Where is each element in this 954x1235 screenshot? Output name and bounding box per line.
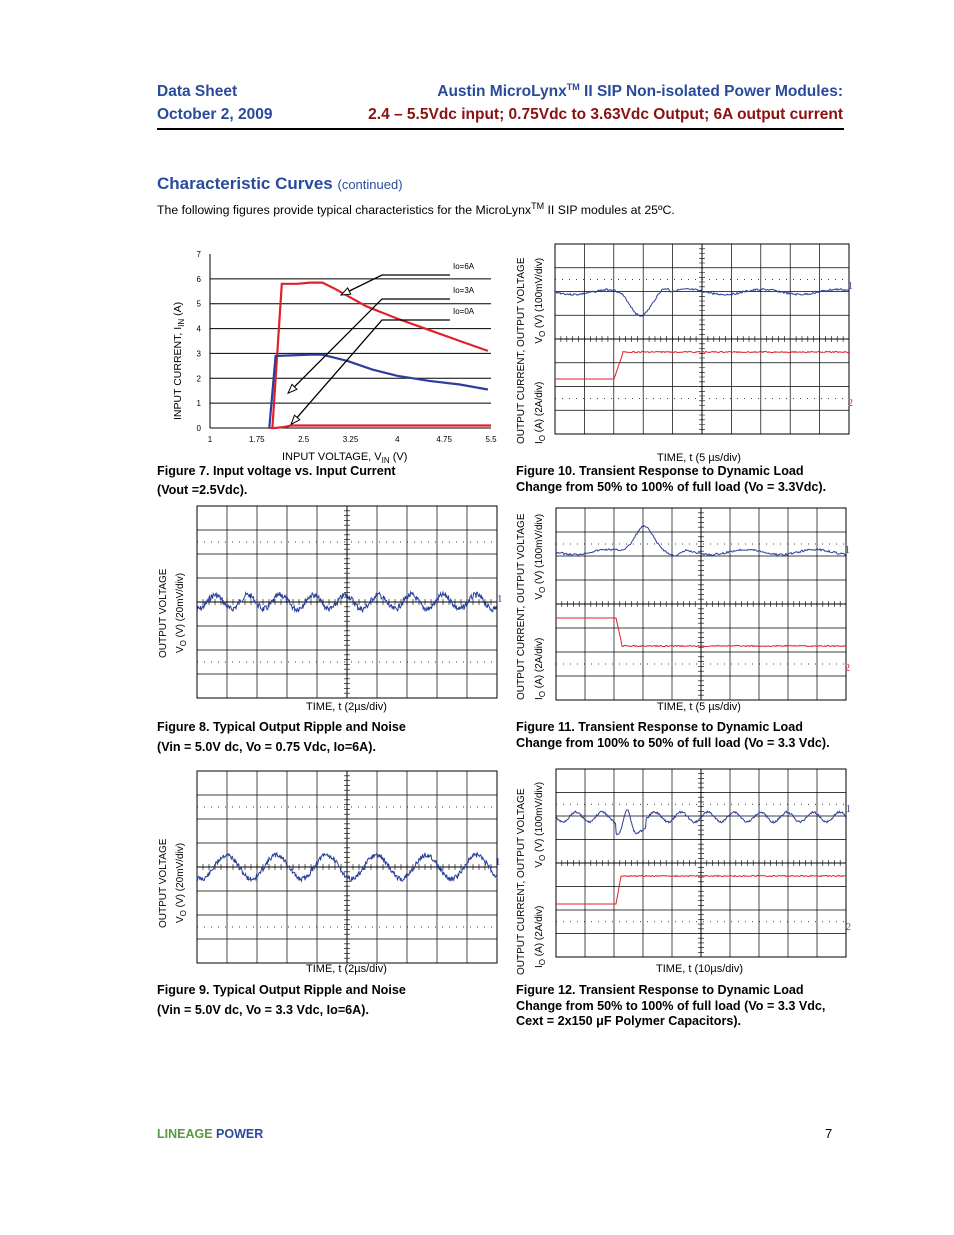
fig8-ylabel-2-sub: O [179,640,188,647]
fig8-marker: 1 [497,593,503,605]
fig12-ylabel-b1-sub: O [538,958,547,966]
fig11-xlabel: TIME, t (5 µs/div) [657,701,741,713]
fig12-marker-1: 1 [846,804,851,815]
fig10-ylabel-b-mid: (A) (2A/div) [534,381,545,435]
fig7-arrow-head [341,288,351,295]
fig10-ylabel-b [534,258,545,444]
fig8-ylabel-1: OUTPUT VOLTAGE [158,568,169,658]
fig7-ytick-label: 0 [196,424,201,433]
fig9-caption-2: (Vin = 5.0V dc, Vo = 3.3 Vdc, Io=6A). [157,1003,369,1017]
fig8-ylabel-2 [175,573,186,653]
fig9-ylabel-2-v: V [175,916,186,923]
doc-title-tm: TM [566,81,580,92]
fig7-ytick-label: 1 [196,399,201,409]
fig7-chart [150,245,500,450]
fig7-ytick-label: 4 [196,324,201,334]
doc-title-main: Austin MicroLynx [437,83,567,100]
header-rule [157,128,844,130]
fig10-caption-1: Figure 10. Transient Response to Dynamic Load [516,464,804,478]
fig7-xtick-label: 1 [207,435,213,444]
fig7-series-io-3a [269,355,488,428]
intro-tm: TM [531,200,545,211]
fig12-ylabel-b [534,782,545,968]
fig10-ylabel-a: OUTPUT CURRENT, OUTPUT VOLTAGE [516,257,527,444]
fig12-ylabel-b2-sub: O [538,854,547,861]
fig11-scope [556,508,846,700]
fig12-caption-3: Cext = 2x150 μF Polymer Capacitors). [516,1014,742,1028]
fig12-ylabel-b1: I [534,965,545,968]
fig8-xlabel: TIME, t (2µs/div) [306,701,387,713]
fig12-scope [556,769,846,957]
fig11-ylabel-b2: V [534,592,545,600]
fig10-scope [555,244,849,434]
footer-brand-lineage: LINEAGE [157,1127,213,1141]
doc-date: October 2, 2009 [157,106,273,123]
fig7-xtick-label: 3.25 [342,435,359,444]
doc-title [437,83,843,101]
fig11-ylabel-b [534,514,545,700]
section-continued: (continued) [337,177,403,192]
fig9-marker: 1 [495,856,501,868]
fig9-ylabel-2 [175,843,186,923]
intro-text: The following figures provide typical characteristics for the MicroLynx [157,203,532,217]
fig11-caption-1: Figure 11. Transient Response to Dynamic Load [516,720,803,734]
fig11-ylabel-b1: I [534,697,545,700]
fig12-caption-1: Figure 12. Transient Response to Dynamic Load [516,983,804,997]
page-number: 7 [825,1126,833,1141]
intro-text-rest: II SIP modules at 25ºC. [544,203,675,217]
doc-type: Data Sheet [157,83,238,100]
footer-brand [157,1127,263,1141]
fig11-ylabel-a: OUTPUT CURRENT, OUTPUT VOLTAGE [516,513,527,700]
fig8-ylabel-2-unit: (V) (20mV/div) [175,572,186,641]
fig7-ytick-label: 7 [196,250,201,259]
doc-subtitle: 2.4 – 5.5Vdc input; 0.75Vdc to 3.63Vdc Output; 6A output current [368,106,843,123]
fig11-marker-2: 2 [845,663,850,674]
fig7-xtick-label: 1.75 [249,435,265,444]
fig7-legend-label: Io=3A [453,286,475,295]
fig12-ylabel-b-mid: (A) (2A/div) [534,905,545,959]
fig10-ylabel-b2: V [534,336,545,344]
fig9-ylabel-1: OUTPUT VOLTAGE [158,838,169,928]
fig7-xtick-label: 2.5 [298,435,310,444]
fig7-xlabel-sub: IN [381,456,390,466]
fig9-xlabel: TIME, t (2µs/div) [306,963,387,975]
fig11-ylabel-b-post: (V) (100mV/div) [534,513,545,587]
fig9-ylabel-2-sub: O [179,910,188,917]
footer-brand-power: POWER [212,1127,264,1141]
fig12-ylabel-b2: V [534,860,545,868]
fig7-legend-arrow [291,320,450,424]
fig7-caption-1: Figure 7. Input voltage vs. Input Current [157,464,396,478]
fig11-ylabel-b1-sub: O [538,690,547,698]
fig7-legend-arrow [288,299,450,393]
fig9-caption-1: Figure 9. Typical Output Ripple and Noise [157,983,406,997]
fig12-xlabel: TIME, t (10µs/div) [656,963,744,975]
fig10-ylabel-b1-sub: O [538,434,547,442]
fig8-caption-2: (Vin = 5.0V dc, Vo = 0.75 Vdc, Io=6A). [157,740,376,754]
fig7-ylabel [172,301,187,420]
fig8-ylabel-2-v: V [175,646,186,653]
fig8-caption-1: Figure 8. Typical Output Ripple and Noise [157,720,406,734]
fig7-caption-2: (Vout =2.5Vdc). [157,483,248,497]
fig7-legend-label: Io=0A [453,307,475,316]
fig7-xtick-label: 4.75 [436,435,452,444]
fig7-xlabel-text: INPUT VOLTAGE, V [282,451,382,463]
fig12-ylabel-a: OUTPUT CURRENT, OUTPUT VOLTAGE [516,788,527,975]
section-title [157,174,403,194]
fig10-ylabel-b2-sub: O [538,330,547,337]
section-title-text: Characteristic Curves [157,174,333,193]
fig11-caption-2: Change from 100% to 50% of full load (Vo = 3.3 Vdc). [516,736,830,750]
fig7-ylabel-sub: IN [177,318,187,327]
fig12-marker-2: 2 [846,922,851,933]
fig11-ylabel-b-mid: (A) (2A/div) [534,637,545,691]
fig12-ylabel-b-post: (V) (100mV/div) [534,781,545,855]
fig9-scope [197,771,497,963]
fig7-legend-label: Io=6A [453,262,475,271]
fig7-ytick-label: 5 [196,299,201,309]
fig7-ylabel-unit: (A) [172,301,184,319]
fig10-caption-2: Change from 50% to 100% of full load (Vo = 3.3Vdc). [516,480,827,494]
fig12-caption-2: Change from 50% to 100% of full load (Vo = 3.3 Vdc, [516,999,826,1013]
fig10-marker-1: 1 [848,281,853,292]
fig7-ytick-label: 2 [196,374,201,384]
section-intro [157,200,675,217]
fig7-xlabel-unit: (V) [389,451,408,463]
fig7-xtick-label: 4 [395,435,400,444]
fig10-xlabel: TIME, t (5 µs/div) [657,452,741,464]
fig7-ylabel-text: INPUT CURRENT, I [172,326,184,420]
fig10-ylabel-b1: I [534,441,545,444]
fig11-marker-1: 1 [845,545,850,556]
doc-title-rest: II SIP Non-isolated Power Modules: [579,83,843,100]
fig10-ylabel-b-post: (V) (100mV/div) [534,257,545,331]
fig7-ytick-label: 6 [196,274,201,284]
fig7-xtick-label: 5.5 [485,435,497,444]
fig7-xlabel [282,451,408,466]
fig11-ylabel-b2-sub: O [538,586,547,593]
fig8-scope [197,506,497,698]
fig10-marker-2: 2 [848,398,853,409]
fig7-ytick-label: 3 [196,349,201,359]
fig7-legend-arrow [341,275,450,295]
fig9-ylabel-2-unit: (V) (20mV/div) [175,842,186,911]
